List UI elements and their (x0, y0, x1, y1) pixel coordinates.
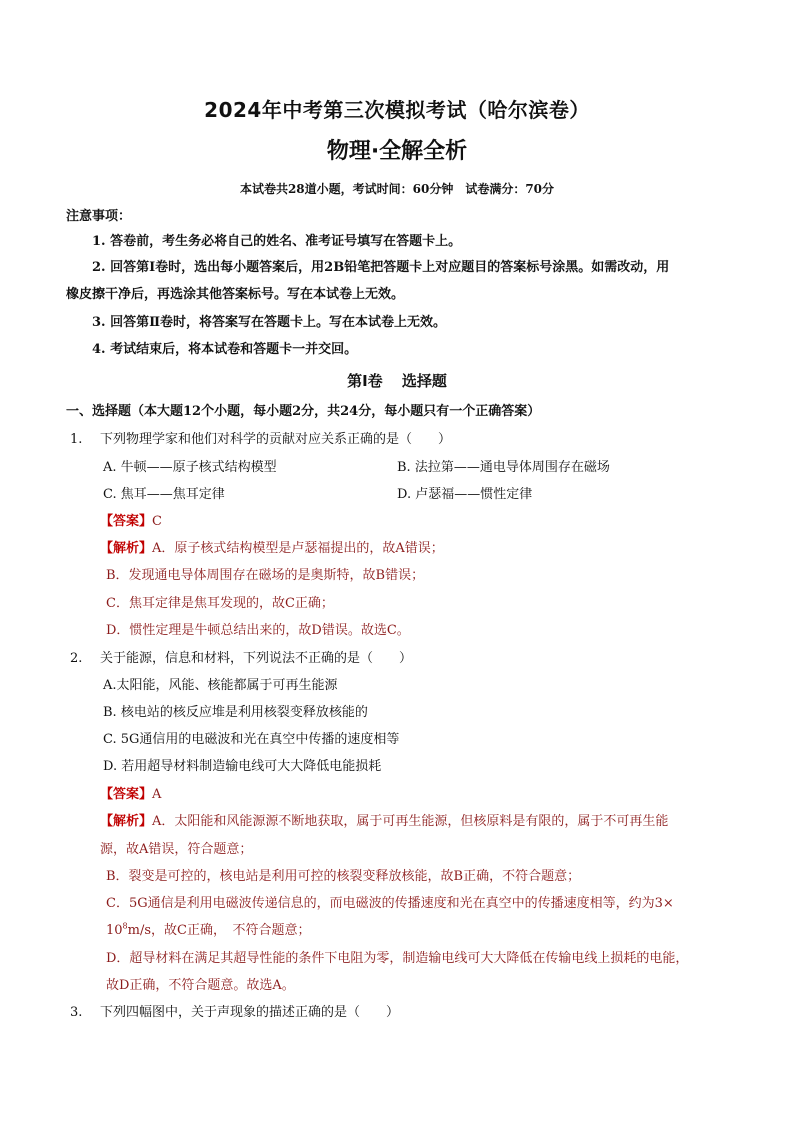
q1-stem: 下列物理学家和他们对科学的贡献对应关系正确的是（ ） (100, 432, 452, 447)
q1-answer (100, 513, 162, 531)
q2-analysis-1-cont: 源，故A错误，符合题意； (100, 842, 253, 857)
q1-option-d: D. 卢瑟福——惯性定律 (397, 487, 533, 502)
notice-heading: 注意事项： (66, 209, 132, 224)
q1-analysis-3: C．焦耳定律是焦耳发现的，故C正确； (106, 596, 334, 611)
q2-option-a: A.太阳能，风能、核能都属于可再生能源 (103, 678, 338, 693)
q2-number: 2. (70, 651, 83, 666)
exam-info: 本试卷共28道小题，考试时间：60分钟 试卷满分：70分 (239, 182, 555, 196)
document-title: 2024年中考第三次模拟考试（哈尔滨卷） (204, 98, 590, 122)
q1-analysis-4: D．惯性定理是牛顿总结出来的，故D错误。故选C。 (106, 623, 410, 638)
notice-item-4: 4. 考试结束后，将本试卷和答题卡一并交回。 (92, 342, 358, 357)
q2-analysis-1: 【解析】A．太阳能和风能源源不断地获取，属于可再生能源，但核原料是有限的，属于不可再生能 (100, 814, 669, 829)
q1-option-c: C. 焦耳——焦耳定律 (103, 487, 225, 502)
q2-option-b: B. 核电站的核反应堆是利用核裂变释放核能的 (103, 705, 368, 720)
q2-option-c: C. 5G通信用的电磁波和光在真空中传播的速度相等 (103, 732, 400, 747)
q2-analysis-label: 【解析】 (100, 814, 153, 829)
q2-analysis-3: C．5G通信是利用电磁波传递信息的，而电磁波的传播速度和光在真空中的传播速度相等，约为3× (106, 896, 674, 911)
q2-analysis-3-cont: $10^8m/s$，故C正确， 不符合题意； (106, 921, 311, 938)
q3-number: 3. (70, 1005, 83, 1020)
section-title: 第Ⅰ卷 选择题 (347, 372, 447, 390)
q1-option-a: A. 牛顿——原子核式结构模型 (103, 460, 277, 475)
q2-answer (100, 786, 161, 804)
q2-option-d: D. 若用超导材料制造输电线可大大降低电能损耗 (103, 759, 382, 774)
document-subtitle: 物理·全解全析 (326, 139, 468, 164)
q1-analysis-label: 【解析】 (100, 541, 153, 556)
q1-answer-label: 【答案】 (100, 514, 153, 529)
q2-analysis-4: D．超导材料在满足其超导性能的条件下电阻为零，制造输电线可大大降低在传输电线上损耗的电能， (106, 951, 689, 966)
q2-analysis-2: B．裂变是可控的，核电站是利用可控的核裂变释放核能，故B正确，不符合题意； (106, 869, 581, 884)
q2-analysis-4-cont: 故D正确，不符合题意。故选A。 (106, 978, 295, 993)
q2-answer-value: A (152, 787, 162, 802)
q3-stem: 下列四幅图中，关于声现象的描述正确的是（ ） (100, 1005, 400, 1020)
q1-analysis-2: B．发现通电导体周围存在磁场的是奥斯特，故B错误； (106, 568, 425, 583)
q1-answer-value: C (152, 514, 162, 529)
q2-stem: 关于能源，信息和材料，下列说法不正确的是（ ） (100, 651, 413, 666)
notice-item-3: 3. 回答第Ⅱ卷时，将答案写在答题卡上。写在本试卷上无效。 (92, 315, 447, 330)
q1-option-b: B. 法拉第——通电导体周围存在磁场 (397, 460, 610, 475)
section-part-heading: 一、选择题（本大题12个小题，每小题2分，共24分，每小题只有一个正确答案） (66, 404, 541, 419)
q2-answer-label: 【答案】 (100, 787, 153, 802)
q1-number: 1. (70, 432, 83, 447)
q1-analysis-1: 【解析】A．原子核式结构模型是卢瑟福提出的，故A错误； (100, 541, 444, 556)
notice-item-2: 2. 回答第Ⅰ卷时，选出每小题答案后，用2B铅笔把答题卡上对应题目的答案标号涂黑。如需改动，用 (92, 260, 670, 275)
notice-item-2-cont: 橡皮擦干净后，再选涂其他答案标号。写在本试卷上无效。 (66, 287, 405, 302)
notice-item-1: 1. 答卷前，考生务必将自己的姓名、准考证号填写在答题卡上。 (92, 234, 462, 249)
